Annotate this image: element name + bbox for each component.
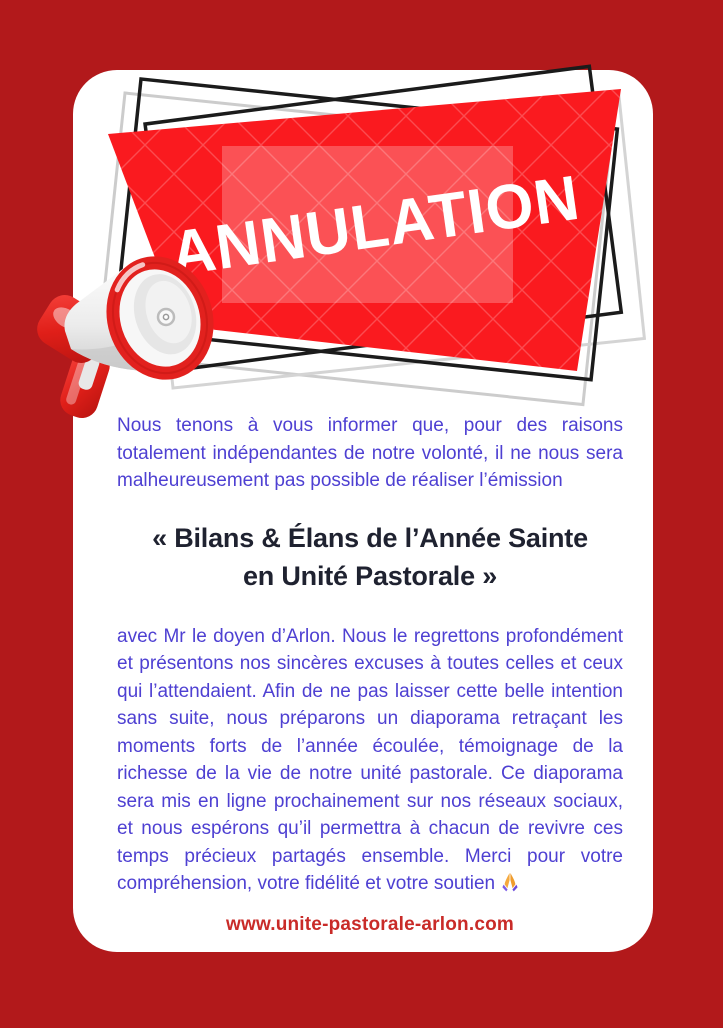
event-title-line1: « Bilans & Élans de l’Année Sainte	[152, 522, 588, 553]
announcement-text-block	[117, 412, 623, 936]
intro-paragraph: Nous tenons à vous informer que, pour des raisons totalement indépendantes de notre volonté, il ne nous sera malheureusement pas possible de réaliser l’émission	[117, 415, 623, 491]
event-title-line2: en Unité Pastorale »	[242, 560, 498, 591]
website-url: www.unite-pastorale-arlon.com	[225, 913, 515, 935]
body-paragraph	[117, 623, 623, 898]
annulation-headline: ANNULATION	[166, 161, 594, 290]
event-title	[117, 519, 623, 595]
body-paragraph-text: avec Mr le doyen d’Arlon. Nous le regrettons profondément et présentons nos sincères excuses à toutes celles et ceux qui l’attendaient. Afin de ne pas laisser cette belle intention sans suite, nous préparons un diaporama retraçant les moments forts de l’année écoulée, témoignage de la richesse de la vie de notre unité pastorale. Ce diaporama sera mis en ligne prochainement sur nos réseaux sociaux, et nous espérons qu’il permettra à chacun de revivre ces temps précieux partagés ensemble. Merci pour votre compréhension, votre fidélité et votre soutien	[117, 625, 623, 894]
folded-hands-emoji	[499, 872, 521, 892]
